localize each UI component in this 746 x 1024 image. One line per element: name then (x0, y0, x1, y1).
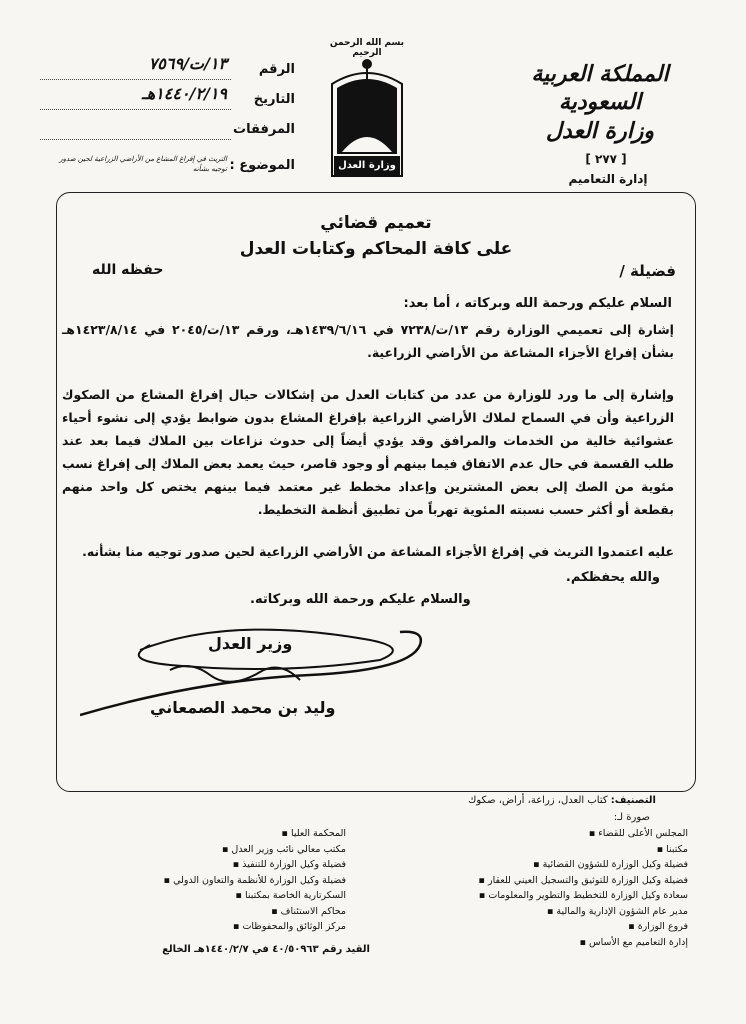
classification (468, 795, 656, 806)
basmala: بسم الله الرحمن الرحيم (329, 38, 405, 58)
list-item: المحكمة العليا ▪ (96, 826, 346, 842)
list-item: فضيلة وكيل الوزارة للتوثيق والتسجيل العيني للعقار ▪ (388, 873, 688, 889)
kingdom-name: المملكة العربية السعودية (531, 61, 669, 115)
copies-label: صورة لـ: (613, 812, 650, 823)
title-line-1: تعميم قضائي (320, 213, 432, 233)
salutation: فضيلة / (619, 262, 676, 280)
list-item: مركز الوثائق والمحفوظات ▪ (96, 919, 346, 935)
signer-name: وليد بن محمد الصمعاني (150, 698, 336, 717)
classification-value: كتاب العدل، زراعة، أراض، صكوك (468, 795, 608, 806)
list-item: فضيلة وكيل الوزارة للشؤون القضائية ▪ (388, 857, 688, 873)
paragraph-3: عليه اعتمدوا التريث في إفراغ الأجزاء المشاعة من الأراضي الزراعية لحين صدور توجيه منا بشأنه. (82, 544, 674, 559)
paragraph-2 (62, 383, 674, 521)
date-label: التاريخ (253, 92, 295, 107)
ministry-header (500, 60, 700, 146)
closing-prayer: والله يحفظكم. (565, 570, 660, 585)
salutation-blessing: حفظه الله (92, 262, 164, 278)
classification-label: التصنيف: (610, 795, 656, 806)
list-item: مكتب معالي نائب وزير العدل ▪ (96, 842, 346, 858)
list-item: فضيلة وكيل الوزارة للتنفيذ ▪ (96, 857, 346, 873)
paragraph-1-text: إلى تعميمي الوزارة رقم ١٣/ت/٧٢٣٨ في ١٤٣٩/٦/١٦هـ، ورقم ١٣/ت/٢٠٤٥ في ١٤٢٣/٨/١٤هـ بشأن إفراغ الأجزاء المشاعة من الأراضي الزراعية. (62, 322, 674, 360)
list-item: سعادة وكيل الوزارة للتخطيط والتطوير والمعلومات ▪ (388, 888, 688, 904)
distribution-list-left (96, 826, 346, 935)
date-field (40, 84, 295, 114)
list-item: مدير عام الشؤون الإدارية والمالية ▪ (388, 904, 688, 920)
subject-value: التريث في إفراغ المشاع من الأراضي الزراعية لحين صدور توجيه بشأنه (59, 155, 227, 173)
number-value: ١٣/ت/٧٥٦٩ (148, 54, 227, 73)
list-item: إدارة التعاميم مع الأساس ▪ (388, 935, 688, 951)
subject-label: الموضوع : (229, 158, 295, 173)
attachments-field (40, 122, 295, 144)
list-item: فروع الوزارة ▪ (388, 919, 688, 935)
date-value: ١٤٤٠/٢/١٩هـ (142, 84, 227, 103)
subject-field (40, 152, 295, 182)
list-item: فضيلة وكيل الوزارة للأنظمة والتعاون الدولي ▪ (96, 873, 346, 889)
attachments-label: المرفقات (233, 122, 295, 137)
greeting: السلام عليكم ورحمة الله وبركاته ، أما بعد: (403, 296, 672, 311)
document-title (56, 210, 696, 262)
paragraph-1-lead: إشارة (638, 322, 674, 337)
emblem-caption: وزارة العدل (338, 160, 396, 171)
number-label: الرقم (258, 62, 295, 77)
closing-greeting: والسلام عليكم ورحمة الله وبركاته. (250, 592, 471, 607)
paragraph-1 (62, 318, 674, 364)
list-item: المجلس الأعلى للقضاء ▪ (388, 826, 688, 842)
ministry-name: وزارة العدل (545, 118, 655, 144)
paragraph-2-lead: وإشارة (630, 387, 674, 402)
list-item: محاكم الاستئناف ▪ (96, 904, 346, 920)
paragraph-2-text: إلى ما ورد للوزارة من عدد من كتابات العدل من إشكالات حيال إفراغ المشاع من الصكوك الزراعية وأن في السماح لملاك الأراضي الزراعية بإفراغ المشاع بدون ضوابط يؤدي إلى نشوء أحياء عشوائية خالية من الخدمات والمرافق وقد يؤدي أيضاً إلى حدوث نزاعات بين الملاك فيما بعد عند طلب القسمة في حال عدم الاتفاق فيما بينهم أو وجود قاصر، حيث يعمد بعض الملاك إلى إفراغ نسب مئوية من الصك إلى بعض المشترين وإعداد مخطط غير معتمد فيما بينهم يختص كل واحد منهم بقطعة أو أكثر حسب نسبته المئوية تهرباً من تطبيق أنظمة التخطيط. (62, 387, 674, 517)
reference-number: القيد رقم ٤٠/٥٠٩٦٣ في ١٤٤٠/٢/٧هـ الخالع (162, 944, 370, 955)
list-item: مكتبنا ▪ (388, 842, 688, 858)
department-name: إدارة التعاميم (568, 172, 648, 186)
number-field (40, 54, 295, 84)
distribution-list-right (388, 826, 688, 950)
signer-title: وزير العدل (208, 634, 293, 653)
circular-number: [ ٢٧٧ ] (585, 152, 627, 166)
title-line-2: على كافة المحاكم وكتابات العدل (239, 239, 513, 259)
list-item: السكرتارية الخاصة بمكتبنا ▪ (96, 888, 346, 904)
